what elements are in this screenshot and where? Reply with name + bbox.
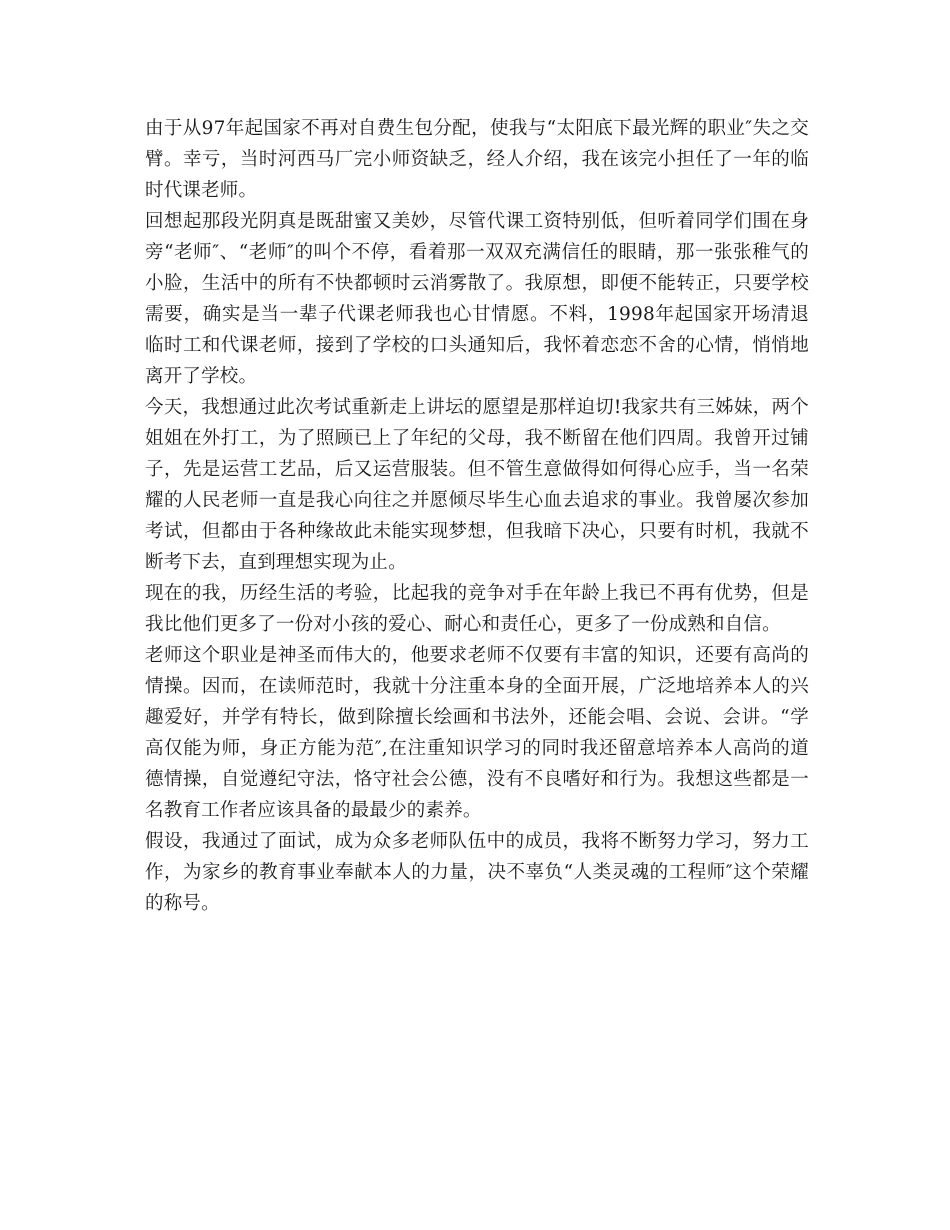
- paragraph-1: 由于从97年起国家不再对自费生包分配，使我与“太阳底下最光辉的职业″失之交臂。幸亏，当时河西马厂完小师资缺乏，经人介绍，我在该完小担任了一年的临时代课老师。: [145, 118, 809, 201]
- paragraph-2: 回想起那段光阴真是既甜蜜又美妙，尽管代课工资特别低，但听着同学们围在身旁“老师″、“老师″的叫个不停，看着那一双双充满信任的眼睛，那一张张稚气的小脸，生活中的所有不快都顿时云消雾散了。我原想，即便不能转正，只要学校需要，确实是当一辈子代课老师我也心甘情愿。不料，1998年起国家开场清退临时工和代课老师，接到了学校的口头通知后，我怀着恋恋不舍的心情，悄悄地离开了学校。: [145, 211, 809, 387]
- paragraph-5: 老师这个职业是神圣而伟大的，他要求老师不仅要有丰富的知识，还要有高尚的情操。因而，在读师范时，我就十分注重本身的全面开展，广泛地培养本人的兴趣爱好，并学有特长，做到除擅长绘画和书法外，还能会唱、会说、会讲。“学高仅能为师，身正方能为范″,在注重知识学习的同时我还留意培养本人高尚的道德情操，自觉遵纪守法，恪守社会公德，没有不良嗜好和行为。我想这些都是一名教育工作者应该具备的最最少的素养。: [145, 645, 809, 821]
- paragraph-4: 现在的我，历经生活的考验，比起我的竞争对手在年龄上我已不再有优势，但是我比他们更多了一份对小孩的爱心、耐心和责任心，更多了一份成熟和自信。: [145, 583, 809, 635]
- document-body: [145, 113, 809, 919]
- paragraph-6: 假设，我通过了面试，成为众多老师队伍中的成员，我将不断努力学习，努力工作，为家乡的教育事业奉献本人的力量，决不辜负“人类灵魂的工程师″这个荣耀的称号。: [145, 831, 809, 914]
- paragraph-3: 今天，我想通过此次考试重新走上讲坛的愿望是那样迫切!我家共有三姊妹，两个姐姐在外打工，为了照顾已上了年纪的父母，我不断留在他们四周。我曾开过铺子，先是运营工艺品，后又运营服装。但不管生意做得如何得心应手，当一名荣耀的人民老师一直是我心向往之并愿倾尽毕生心血去追求的事业。我曾屡次参加考试，但都由于各种缘故此未能实现梦想，但我暗下决心，只要有时机，我就不断考下去，直到理想实现为止。: [145, 397, 809, 573]
